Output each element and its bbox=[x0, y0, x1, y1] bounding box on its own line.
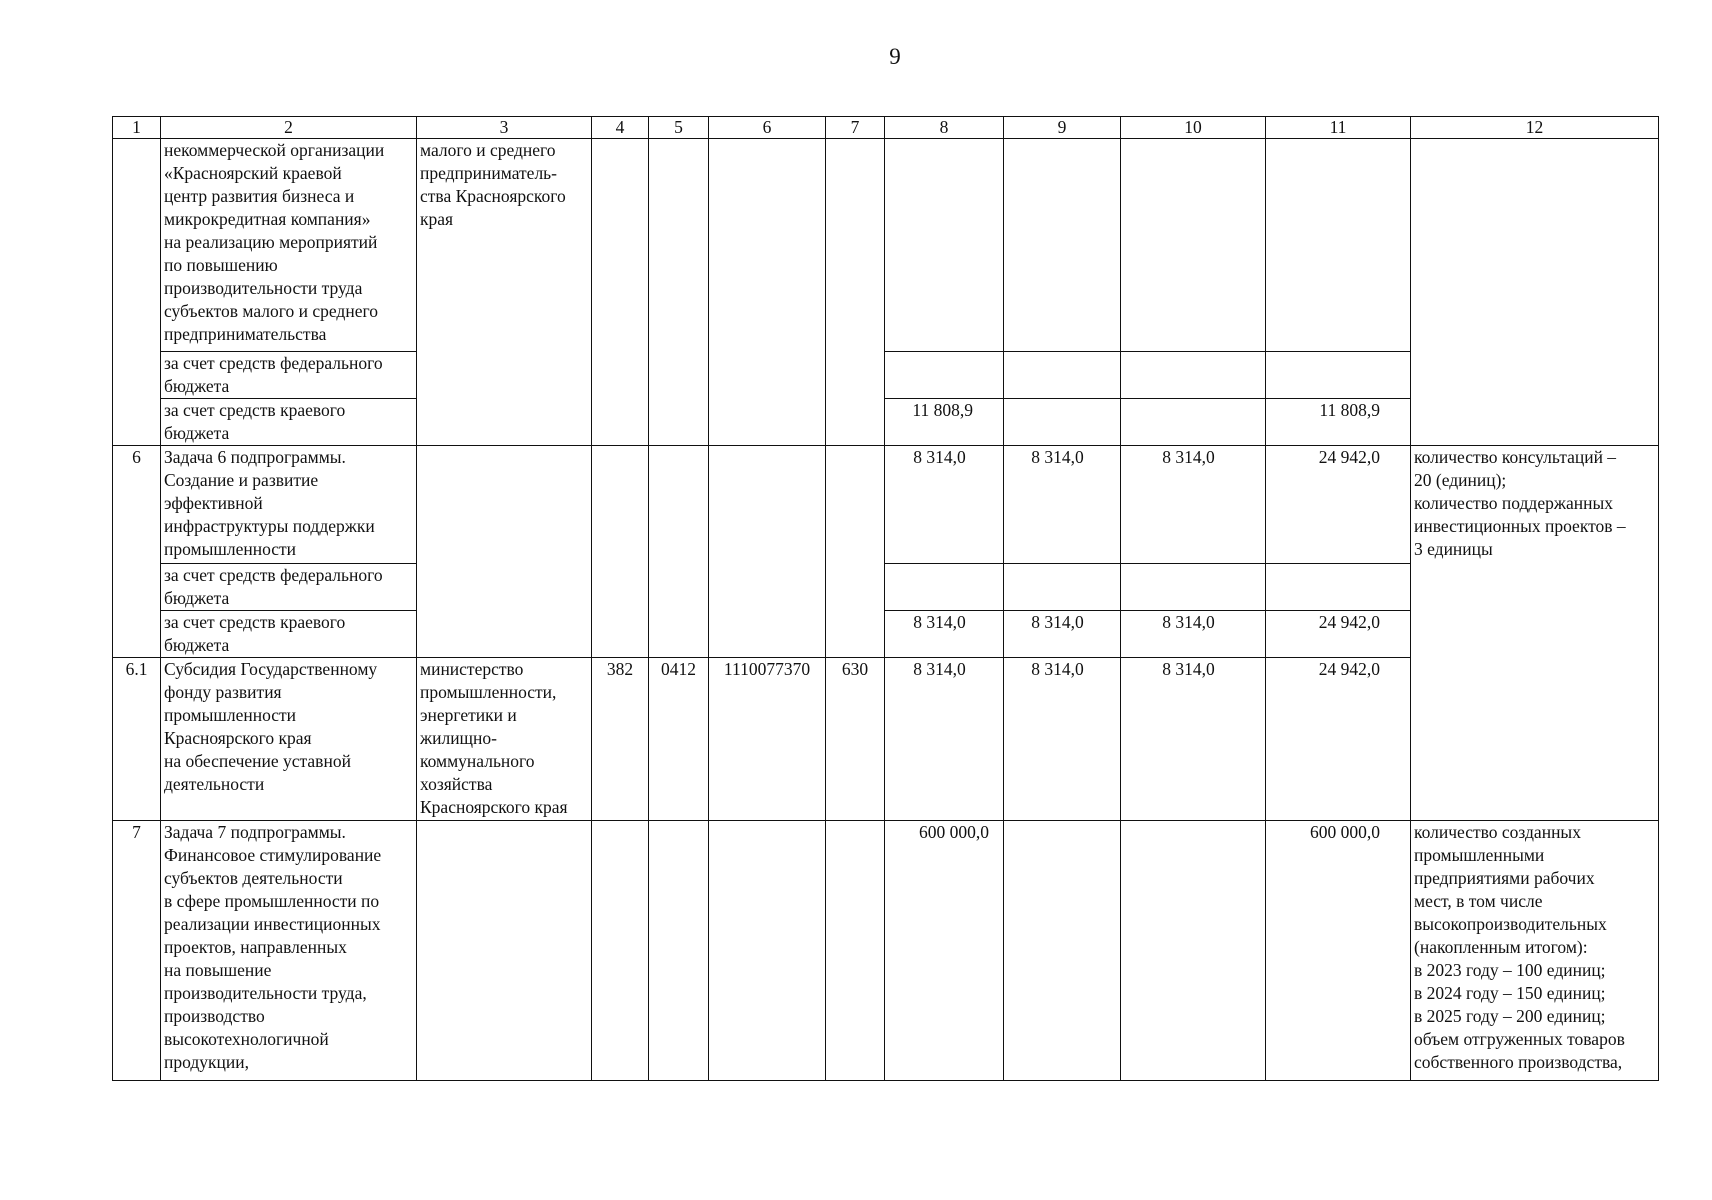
page-number: 9 bbox=[889, 44, 901, 69]
result-indicator: количество консультаций – 20 (единиц); количество поддержанных инвестиционных проектов – 3 единицы bbox=[1411, 446, 1659, 821]
col-header-1: 1 bbox=[113, 117, 161, 139]
value-cell: 8 314,0 bbox=[1121, 446, 1266, 564]
col-header-3: 3 bbox=[417, 117, 592, 139]
rzpr-code: 0412 bbox=[649, 658, 709, 821]
administrator: министерство промышленности, энергетики и жилищно- коммунального хозяйства Красноярского края bbox=[417, 658, 592, 821]
value-cell: 8 314,0 bbox=[1004, 446, 1121, 564]
col-header-12: 12 bbox=[1411, 117, 1659, 139]
value-cell: 8 314,0 bbox=[1004, 658, 1121, 821]
program-table bbox=[112, 116, 1659, 1081]
value-cell: 24 942,0 bbox=[1266, 611, 1411, 658]
task-name: Задача 6 подпрограммы. Создание и развитие эффективной инфраструктуры поддержки промышленности bbox=[161, 446, 417, 564]
result-indicator: количество созданных промышленными предприятиями рабочих мест, в том числе высокопроизводительных (накопленным итогом): в 2023 году – 100 единиц; в 2024 году – 150 единиц; в 2025 году – 200 единиц; объем отгруженных товаров собственного производства, bbox=[1411, 821, 1659, 1081]
value-cell: 11 808,9 bbox=[1266, 399, 1411, 446]
value-cell: 24 942,0 bbox=[1266, 446, 1411, 564]
value-cell: 8 314,0 bbox=[885, 658, 1004, 821]
col-header-11: 11 bbox=[1266, 117, 1411, 139]
row-number: 6 bbox=[113, 446, 161, 658]
col-header-8: 8 bbox=[885, 117, 1004, 139]
regional-budget-label: за счет средств краевого бюджета bbox=[161, 611, 417, 658]
value-cell: 600 000,0 bbox=[885, 821, 1004, 1081]
measure-name: Субсидия Государственному фонду развития промышленности Красноярского края на обеспечение уставной деятельности bbox=[161, 658, 417, 821]
regional-budget-label: за счет средств краевого бюджета bbox=[161, 399, 417, 446]
row-number: 6.1 bbox=[113, 658, 161, 821]
value-cell: 24 942,0 bbox=[1266, 658, 1411, 821]
value-cell: 8 314,0 bbox=[1121, 658, 1266, 821]
table-row bbox=[113, 821, 1659, 1081]
col-header-6: 6 bbox=[709, 117, 826, 139]
col-header-5: 5 bbox=[649, 117, 709, 139]
federal-budget-label: за счет средств федерального бюджета bbox=[161, 352, 417, 399]
value-cell: 11 808,9 bbox=[885, 399, 1004, 446]
table-row bbox=[113, 446, 1659, 564]
federal-budget-label: за счет средств федерального бюджета bbox=[161, 564, 417, 611]
col-header-9: 9 bbox=[1004, 117, 1121, 139]
col-header-2: 2 bbox=[161, 117, 417, 139]
col-header-10: 10 bbox=[1121, 117, 1266, 139]
value-cell: 8 314,0 bbox=[885, 611, 1004, 658]
measure-name: некоммерческой организации «Красноярский краевой центр развития бизнеса и микрокредитная компания» на реализацию мероприятий по повышению производительности труда субъектов малого и среднего предпринимательства bbox=[161, 139, 417, 352]
value-cell: 8 314,0 bbox=[1004, 611, 1121, 658]
administrator: малого и среднего предприниматель- ства Красноярского края bbox=[417, 139, 592, 446]
vr-code: 630 bbox=[826, 658, 885, 821]
task-name: Задача 7 подпрограммы. Финансовое стимулирование субъектов деятельности в сфере промышленности по реализации инвестиционных проектов, направленных на повышение производительности труда, производство высокотехнологичной продукции, bbox=[161, 821, 417, 1081]
value-cell: 8 314,0 bbox=[1121, 611, 1266, 658]
row-number: 7 bbox=[113, 821, 161, 1081]
value-cell: 8 314,0 bbox=[885, 446, 1004, 564]
value-cell: 600 000,0 bbox=[1266, 821, 1411, 1081]
header-row bbox=[113, 117, 1659, 139]
col-header-7: 7 bbox=[826, 117, 885, 139]
csr-code: 1110077370 bbox=[709, 658, 826, 821]
grbs-code: 382 bbox=[592, 658, 649, 821]
col-header-4: 4 bbox=[592, 117, 649, 139]
table-row bbox=[113, 139, 1659, 352]
